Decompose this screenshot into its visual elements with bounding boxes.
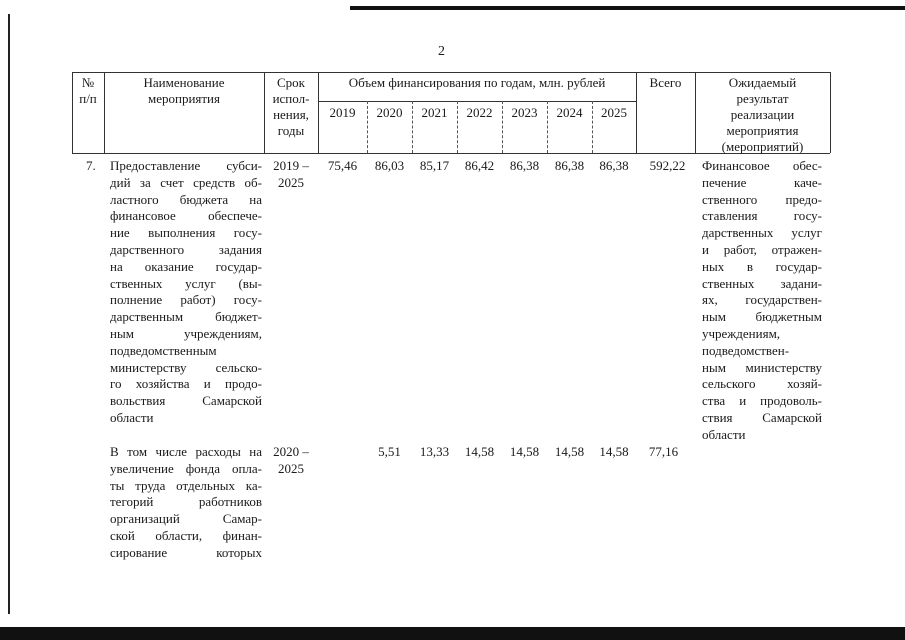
value-cell: 86,38	[599, 158, 629, 173]
value-cell: 14,58	[464, 444, 495, 459]
row-name: В том числе расходы на увеличение фонда опла- ты труда отдельных ка- тегорий работников организаций Самар- ской области, финан- сирование которых	[110, 444, 262, 560]
header-year: 2022	[466, 105, 493, 120]
header-result: Ожидаемый результат реализации мероприятия (мероприятий)	[721, 75, 804, 154]
header-name: Наименование мероприятия	[143, 75, 225, 106]
row-term: 2020 – 2025	[273, 444, 309, 476]
value-cell: 75,46	[327, 158, 358, 173]
value-cell: 86,38	[554, 158, 585, 173]
header-term: Срок испол- нения, годы	[272, 75, 310, 138]
header-year: 2020	[376, 105, 403, 120]
total-cell: 77,16	[648, 444, 679, 459]
value-cell: 14,58	[509, 444, 540, 459]
header-year: 2024	[556, 105, 583, 120]
page-number: 2	[438, 44, 445, 59]
total-cell: 592,22	[649, 158, 686, 173]
header-year: 2019	[329, 105, 356, 120]
value-cell: 85,17	[419, 158, 450, 173]
header-total: Всего	[649, 75, 682, 90]
row-name: Предоставление субси- дий за счет средств об- ластного бюджета на финансовое обеспече- ние выполнения госу- дарственного задания на оказание государ- ственных услуг (вы- полнение работ) госу- дарственным бюджет- ным учреждениям, подведомственным министерству сельско- го хозяйства и продо- вольствия Самарской области	[110, 158, 262, 425]
value-cell: 86,42	[464, 158, 495, 173]
row-result: Финансовое обес- печение каче- ственного предо- ставления госу- дарственных услуг и работ, отражен- ных в государ- ственных задани- ях, государствен- ным бюджетным учреждениям, подведомствен- ным министерству сельского хозяй- ства и продоволь- ствия Самарской области	[702, 158, 822, 442]
scan-edge-left	[8, 14, 10, 614]
header-funding: Объем финансирования по годам, млн. рублей	[348, 75, 606, 90]
header-year: 2021	[421, 105, 448, 120]
value-cell: 14,58	[599, 444, 629, 459]
value-cell: 86,38	[509, 158, 540, 173]
value-cell: 14,58	[554, 444, 585, 459]
value-cell: 86,03	[374, 158, 405, 173]
scan-edge-bottom	[0, 627, 905, 640]
row-term: 2019 – 2025	[273, 158, 309, 190]
scan-edge-top	[350, 6, 905, 10]
header-year: 2023	[511, 105, 538, 120]
value-cell: 13,33	[419, 444, 450, 459]
value-cell: 5,51	[378, 444, 401, 459]
row-number: 7.	[86, 158, 96, 173]
header-num: № п/п	[79, 75, 97, 106]
header-year: 2025	[601, 105, 627, 120]
